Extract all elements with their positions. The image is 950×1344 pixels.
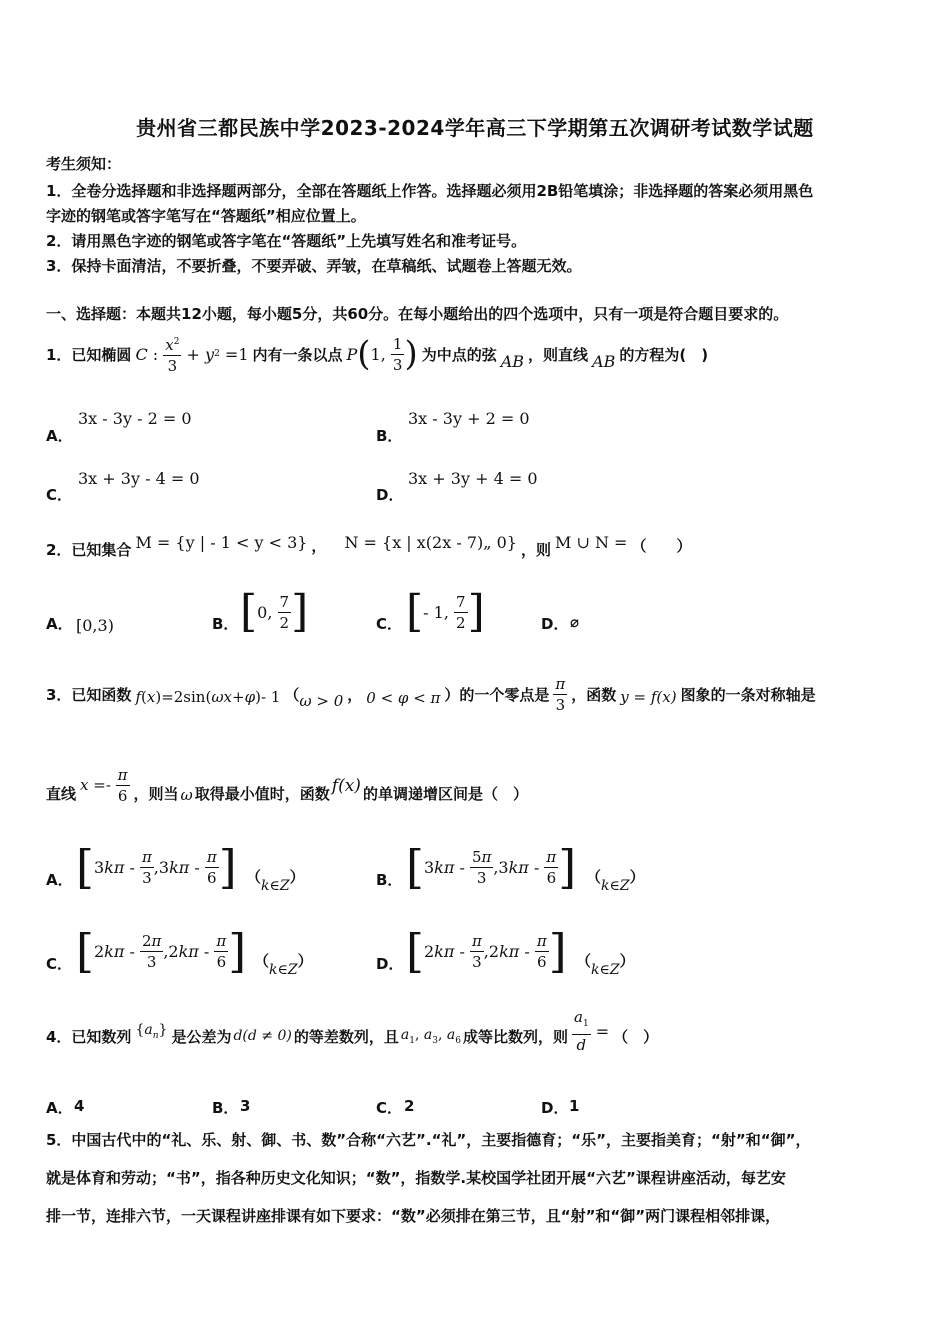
question-text: 成等比数列，则: [462, 1027, 568, 1046]
option-label: D．: [541, 1099, 569, 1117]
question-3: [46, 672, 816, 716]
function-fx: f(x): [331, 776, 361, 796]
line-ab: AB: [592, 351, 616, 371]
option-d: ⌀: [570, 613, 580, 631]
option-label: C．: [376, 615, 403, 633]
common-difference: d(d ≠ 0): [233, 1028, 292, 1044]
question-text: ）的一个零点是: [444, 685, 550, 704]
question-5-line: 就是体育和劳动；“书”，指各种历史文化知识；“数”，指数学.某校国学社团开展“六艺”课程讲座活动，每艺安: [46, 1169, 786, 1187]
chord-ab: AB: [500, 351, 525, 371]
question-text: ，则当: [133, 784, 179, 803]
question-5-line: 排一节，连排六节，一天课程讲座排课有如下要求：“数”必须排在第三节，且“射”和“御”两门课程相邻排课，: [46, 1207, 781, 1225]
question-text: 的方程为( ): [619, 345, 709, 364]
question-text: 是公差为: [171, 1027, 232, 1046]
question-text: （: [284, 685, 300, 704]
ratio-expression: $\frac{a_1}{d}$ =: [573, 1008, 610, 1054]
question-text: 直线: [46, 784, 77, 803]
option-d: 3x + 3y + 4 = 0: [408, 469, 538, 488]
option-label: D．: [376, 486, 404, 504]
ellipse-equation: C : $\frac{x^2}{3}$ + y 2 =1: [135, 332, 248, 376]
question-text: 1．已知椭圆: [46, 345, 132, 364]
option-label: C．: [46, 486, 73, 504]
section-heading: 一、选择题：本题共12小题，每小题5分，共60分。在每小题给出的四个选项中，只有一项是符合题目要求的。: [46, 305, 789, 323]
set-m: M = {y | - 1 < y < 3}: [135, 532, 308, 552]
question-text: ，则直线: [528, 345, 589, 364]
set-n: N = {x | x(2x - 7)„ 0}: [344, 532, 517, 552]
function-y: y = f(x): [620, 688, 677, 706]
question-4: [46, 1008, 659, 1058]
question-text: ，: [311, 536, 327, 555]
question-1: [46, 331, 708, 377]
function-definition: f(x)=2sin(ωx+φ)- 1: [135, 688, 281, 706]
question-5: 5．中国古代中的“礼、乐、射、御、书、数”合称“六艺”.“礼”，主要指德育；“乐”，主要指美育；“射”和“御”，: [46, 1131, 811, 1149]
question-2: [46, 528, 691, 562]
notice-item: 3．保持卡面清洁，不要折叠，不要弄破、弄皱，在草稿纸、试题卷上答题无效。: [46, 257, 582, 275]
notice-item: 2．请用黑色字迹的钢笔或答字笔在“答题纸”上先填写姓名和准考证号。: [46, 232, 527, 250]
option-c: [ 2 kπ - $\frac{2\pi}{3}$ ,2 kπ - $\frac{\pi}{6}$ ]: [76, 924, 247, 978]
question-text: ，函数: [571, 685, 617, 704]
symmetry-axis: x =- $\frac{\pi}{6}$: [80, 765, 128, 805]
page-title: 贵州省三都民族中学2023-2024学年高三下学期第五次调研考试数学试题: [136, 116, 814, 140]
option-label: D．: [541, 615, 569, 633]
option-b: [ 3 kπ - $\frac{5\pi}{3}$ ,3 kπ - $\frac{\pi}{6}$ ]: [406, 840, 577, 894]
option-a: 4: [74, 1097, 85, 1115]
condition-phi: 0 < φ < π: [366, 689, 441, 707]
notice-item: 1．全卷分选择题和非选择题两部分，全部在答题纸上作答。选择题必须用2B铅笔填涂；非选择题的答案必须用黑色: [46, 182, 814, 200]
option-label: B．: [212, 615, 239, 633]
option-b: 3x - 3y + 2 = 0: [408, 409, 530, 428]
question-text: 为中点的弦: [421, 345, 497, 364]
option-d: [ 2 kπ - $\frac{\pi}{3}$ ,2 kπ - $\frac{\pi}{6}$ ]: [406, 924, 567, 978]
k-condition: （k∈Z）: [246, 868, 305, 894]
option-c: [ - 1, $\frac{7}{2}$ ]: [406, 586, 485, 637]
union-expression: M ∪ N =: [555, 532, 628, 552]
option-a: [ 3 kπ - $\frac{\pi}{3}$ ,3 kπ - $\frac{\pi}{6}$ ]: [76, 840, 237, 894]
sequence-an: $\{a_n\}$: [135, 1021, 168, 1041]
option-label: B．: [212, 1099, 239, 1117]
option-c: 2: [404, 1097, 415, 1115]
notice-item: 字迹的钢笔或答字笔写在“答题纸”相应位置上。: [46, 207, 366, 225]
question-text: 内有一条以点: [252, 345, 343, 364]
question-text: 的单调递增区间是（ ）: [362, 784, 528, 803]
question-text: 取得最小值时，函数: [194, 784, 330, 803]
option-label: B．: [376, 871, 403, 889]
question-3-line-2: [46, 763, 528, 807]
question-text: ，则: [520, 540, 551, 559]
option-a: 3x - 3y - 2 = 0: [78, 409, 192, 428]
terms: $a_1$, $a_3$, $a_6$: [400, 1026, 461, 1046]
option-label: A．: [46, 871, 73, 889]
option-label: B．: [376, 427, 403, 445]
option-c: 3x + 3y - 4 = 0: [78, 469, 200, 488]
option-label: D．: [376, 955, 404, 973]
option-a: [0,3): [76, 616, 114, 635]
option-b: 3: [240, 1097, 251, 1115]
option-label: A．: [46, 615, 73, 633]
option-label: A．: [46, 1099, 73, 1117]
omega-symbol: ω: [180, 786, 193, 804]
option-label: C．: [376, 1099, 403, 1117]
option-label: C．: [46, 955, 73, 973]
question-text: 2．已知集合: [46, 540, 132, 559]
k-condition: （k∈Z）: [254, 952, 313, 978]
question-text: （ ）: [613, 1027, 659, 1046]
k-condition: （k∈Z）: [576, 952, 635, 978]
k-condition: （k∈Z）: [586, 868, 645, 894]
notice-heading: 考生须知：: [46, 155, 122, 173]
point-p: P ( 1, $\frac{1}{3}$ ): [346, 334, 418, 374]
question-text: ，: [347, 685, 363, 704]
option-label: A．: [46, 427, 73, 445]
question-text: 3．已知函数: [46, 685, 132, 704]
zero-value: $\frac{\pi}{3}$: [555, 674, 566, 714]
question-text: 的等差数列，且: [293, 1027, 399, 1046]
option-d: 1: [569, 1097, 580, 1115]
question-text: 4．已知数列: [46, 1027, 132, 1046]
condition-omega: ω > 0: [299, 692, 344, 710]
question-text: 图象的一条对称轴是: [680, 685, 816, 704]
question-text: （ ）: [631, 536, 692, 555]
option-b: [ 0, $\frac{7}{2}$ ]: [240, 586, 309, 637]
